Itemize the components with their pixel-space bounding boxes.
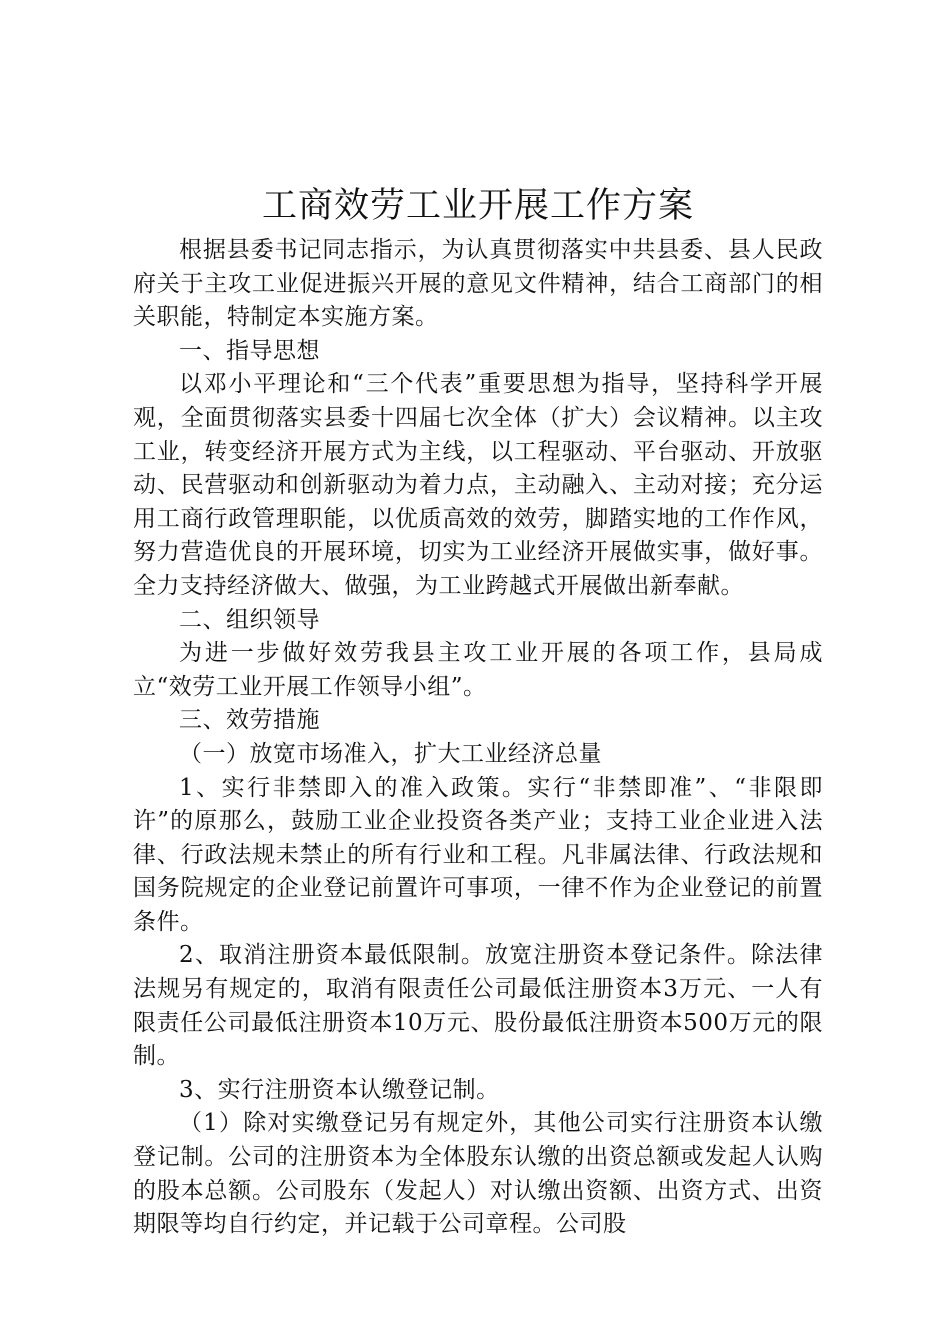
paragraph-intro: 根据县委书记同志指示，为认真贯彻落实中共县委、县人民政府关于主攻工业促进振兴开展的意见文件精神，结合工商部门的相关职能，特制定本实施方案。	[133, 237, 823, 331]
heading-service-measures: 三、效劳措施	[179, 707, 320, 734]
document-title: 工商效劳工业开展工作方案	[261, 186, 694, 226]
heading-guiding-thought: 一、指导思想	[179, 337, 320, 364]
document-page	[133, 184, 823, 1242]
paragraph-organization: 为进一步做好效劳我县主攻工业开展的各项工作，县局成立“效劳工业开展工作领导小组”。	[133, 640, 823, 700]
heading-organization: 二、组织领导	[179, 606, 320, 633]
paragraph-item-1: 1、实行非禁即入的准入政策。实行“非禁即准”、“非限即许”的原那么，鼓励工业企业投资各类产业；支持工业企业进入法律、行政法规未禁止的所有行业和工程。凡非属法律、行政法规和国务院规定的企业登记前置许可事项，一律不作为企业登记的前置条件。	[133, 774, 823, 935]
paragraph-guiding-thought: 以邓小平理论和“三个代表”重要思想为指导，坚持科学开展观，全面贯彻落实县委十四届七次全体（扩大）会议精神。以主攻工业，转变经济开展方式为主线，以工程驱动、平台驱动、开放驱动、民营驱动和创新驱动为着力点，主动融入、主动对接；充分运用工商行政管理职能，以优质高效的效劳，脚踏实地的工作作风，努力营造优良的开展环境，切实为工业经济开展做实事，做好事。全力支持经济做大、做强，为工业跨越式开展做出新奉献。	[133, 371, 823, 599]
paragraph-item-3: 3、实行注册资本认缴登记制。	[179, 1076, 500, 1103]
paragraph-item-3-1: （1）除对实缴登记另有规定外，其他公司实行注册资本认缴登记制。公司的注册资本为全体股东认缴的出资总额或发起人认购的股本总额。公司股东（发起人）对认缴出资额、出资方式、出资期限等均自行约定，并记载于公司章程。公司股	[133, 1110, 823, 1238]
subheading-market-access: （一）放宽市场准入，扩大工业经济总量	[179, 740, 602, 767]
paragraph-item-2: 2、取消注册资本最低限制。放宽注册资本登记条件。除法律法规另有规定的，取消有限责任公司最低注册资本3万元、一人有限责任公司最低注册资本10万元、股份最低注册资本500万元的限制。	[133, 942, 823, 1070]
